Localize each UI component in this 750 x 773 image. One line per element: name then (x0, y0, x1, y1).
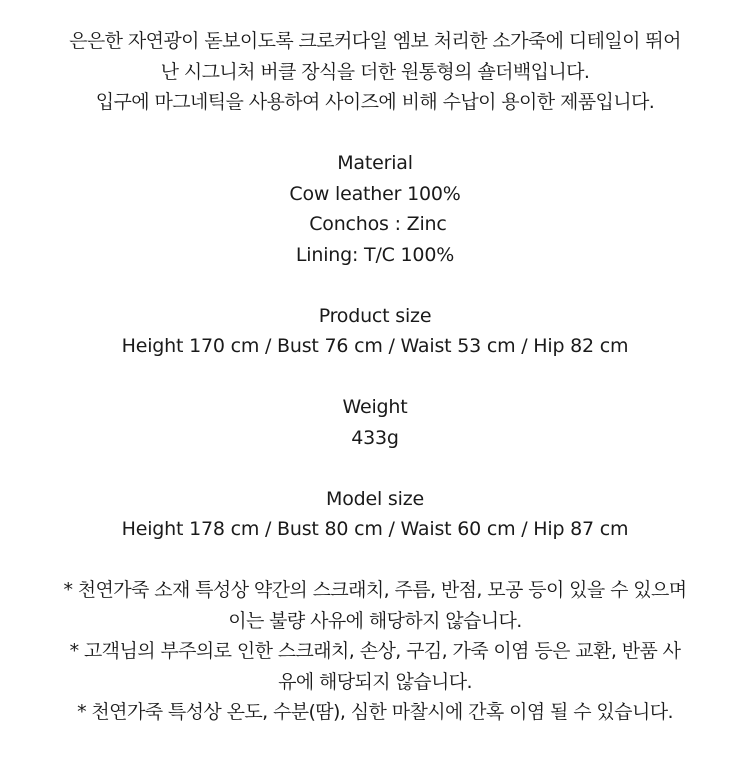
note-line-4: 유에 해당되지 않습니다. (278, 670, 472, 693)
product-size-value: Height 170 cm / Bust 76 cm / Waist 53 cm / Hip 82 cm (121, 335, 629, 357)
spacer (0, 362, 750, 393)
intro-line-2: 난 시그니처 버클 장식을 더한 원통형의 숄더백입니다. (160, 60, 590, 83)
material-heading: Material (337, 152, 413, 174)
note-line-3: * 고객님의 부주의로 인한 스크래치, 손상, 구김, 가죽 이염 등은 교환, 반품 사 (69, 640, 681, 662)
note-line-1: * 천연가죽 소재 특성상 약간의 스크래치, 주름, 반점, 모공 등이 있을 수 있으며 (63, 579, 687, 601)
note-line-5: * 천연가죽 특성상 온도, 수분(땀), 심한 마찰시에 간혹 이염 될 수 있습니다. (77, 701, 673, 723)
material-leather: Cow leather 100% (289, 182, 461, 205)
spacer (0, 270, 750, 301)
model-size-value: Height 178 cm / Bust 80 cm / Waist 60 cm / Hip 87 cm (121, 518, 629, 540)
spacer (0, 453, 750, 484)
note-line-2: 이는 불량 사유에 해당하지 않습니다. (228, 609, 522, 632)
weight-value: 433g (351, 426, 399, 449)
material-conchos: Conchos : Zinc (303, 213, 447, 235)
intro-line-3: 입구에 마그네틱을 사용하여 사이즈에 비해 수납이 용이한 제품입니다. (95, 91, 655, 113)
spacer (0, 118, 750, 149)
weight-heading: Weight (342, 396, 408, 418)
spacer (0, 545, 750, 576)
intro-line-1: 은은한 자연광이 돋보이도록 크로커다일 엠보 처리한 소가죽에 디테일이 뛰어 (69, 30, 681, 52)
material-lining: Lining: T/C 100% (295, 243, 455, 266)
product-size-heading: Product size (318, 304, 432, 327)
model-size-heading: Model size (326, 487, 424, 510)
